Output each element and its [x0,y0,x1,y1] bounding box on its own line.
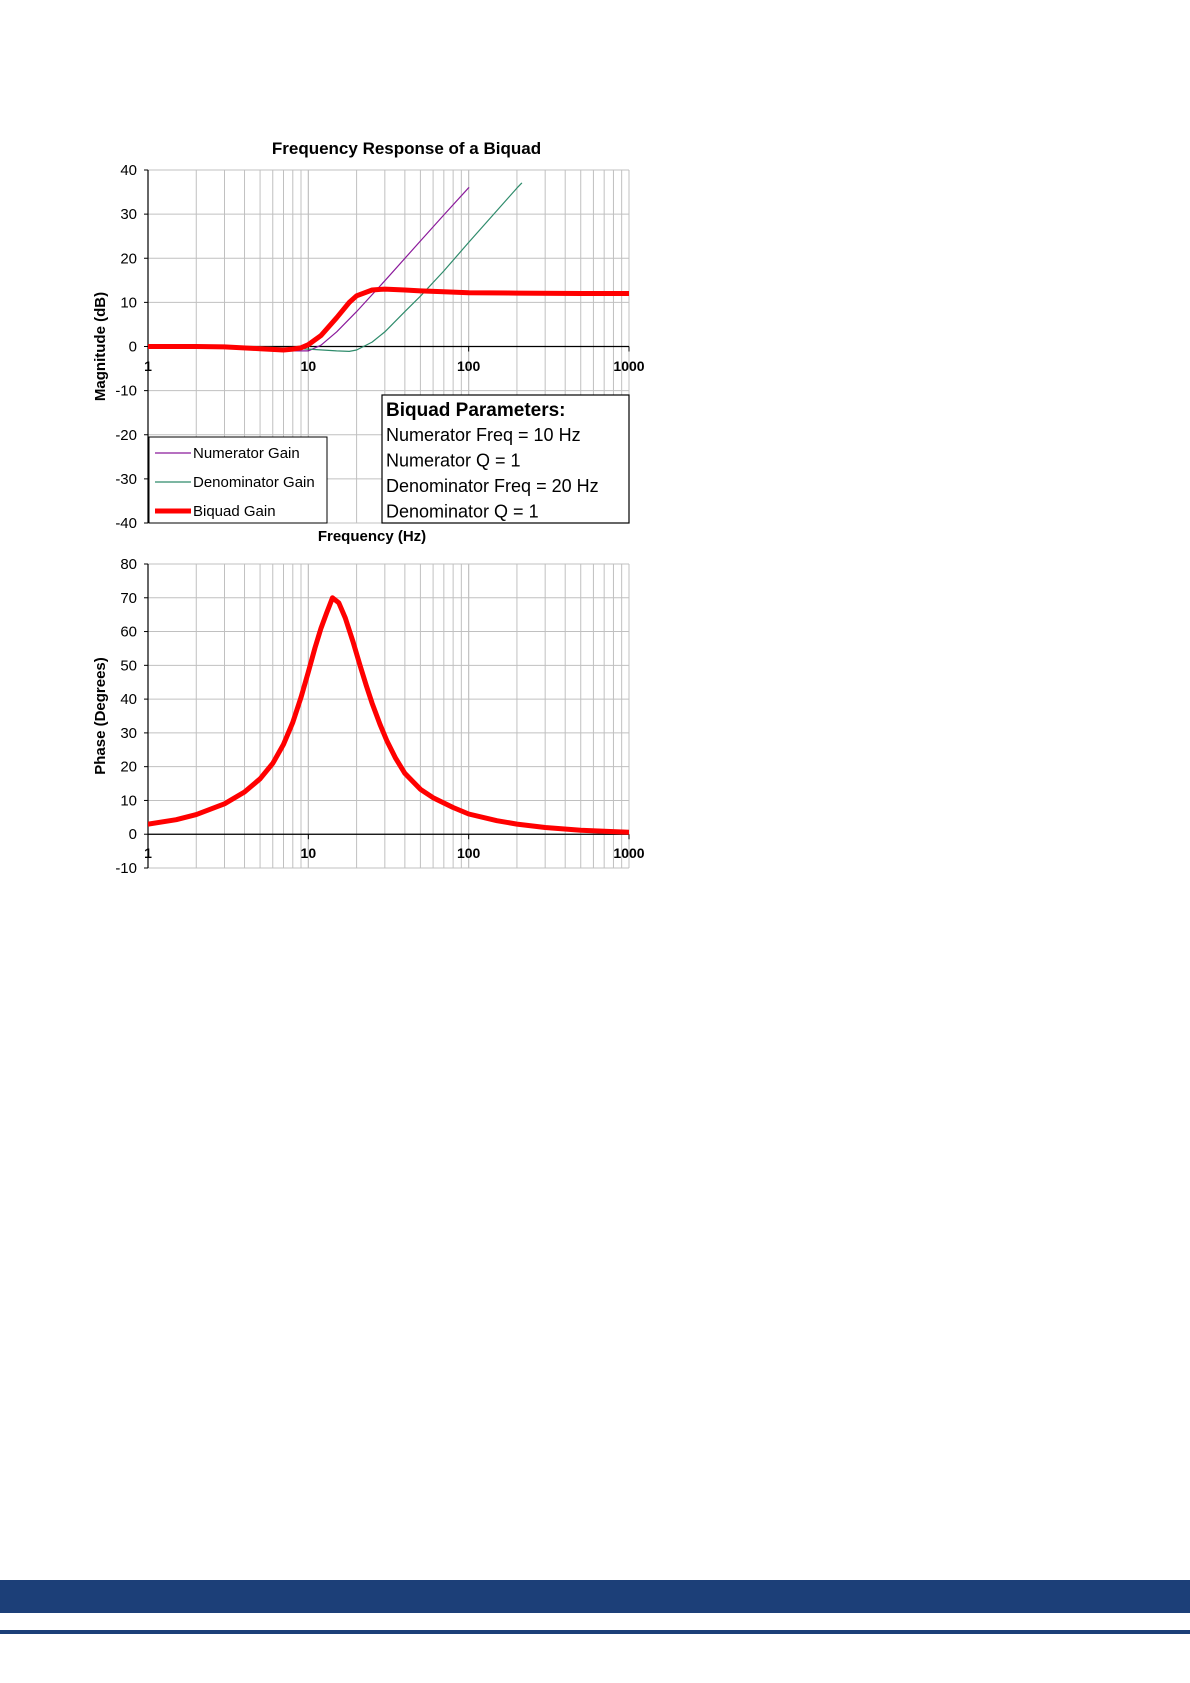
x-tick-label: 1 [144,845,152,861]
y-tick-label: -40 [115,515,137,532]
y-tick-label: 30 [120,724,137,742]
x-tick-label: 100 [456,845,481,861]
x-tick-label: 10 [300,358,317,374]
chart-1 [92,139,645,545]
y-tick-label: -10 [115,382,137,400]
y-tick-label: 80 [120,556,137,573]
annotation-line: Denominator Freq = 20 Hz [386,476,599,496]
y-tick-label: 60 [120,623,137,641]
y-tick-label: 0 [128,826,137,844]
x-tick-label: 1000 [613,358,645,374]
y-tick-label: -10 [115,860,137,877]
y-tick-label: 10 [120,792,137,810]
y-tick-label: -20 [115,426,137,444]
x-axis-title: Frequency (Hz) [317,528,427,545]
y-tick-label: 40 [120,162,137,179]
annotation-line: Denominator Q = 1 [386,501,539,522]
y-tick-label: 0 [128,338,137,356]
annotation-heading: Biquad Parameters: [386,400,566,421]
legend-label: Numerator Gain [193,445,300,462]
y-tick-label: 20 [120,758,137,776]
legend-label: Denominator Gain [193,474,315,491]
y-tick-label: 30 [120,206,137,224]
legend-label: Biquad Gain [193,503,276,520]
annotation-line: Numerator Q = 1 [386,450,521,471]
y-axis-title: Phase (Degrees) [92,657,109,775]
footer-line [0,1630,1190,1634]
y-tick-label: 10 [120,294,137,312]
x-tick-label: 10 [300,845,317,861]
y-tick-label: 70 [120,589,137,607]
y-axis-title: Magnitude (dB) [92,291,109,402]
y-tick-label: -30 [115,470,137,488]
x-tick-label: 1 [144,358,152,374]
plot-area [148,564,629,868]
x-tick-label: 1000 [613,845,645,861]
x-tick-label: 100 [456,358,481,374]
chart-2 [92,556,645,877]
annotation-line: Numerator Freq = 10 Hz [386,425,581,445]
footer-band [0,1580,1190,1613]
legend [149,437,327,523]
y-tick-label: 20 [120,250,137,268]
y-tick-label: 50 [120,657,137,675]
y-tick-label: 40 [120,691,137,709]
biquad-parameters-box [382,395,629,523]
chart-title: Frequency Response of a Biquad [271,139,542,158]
